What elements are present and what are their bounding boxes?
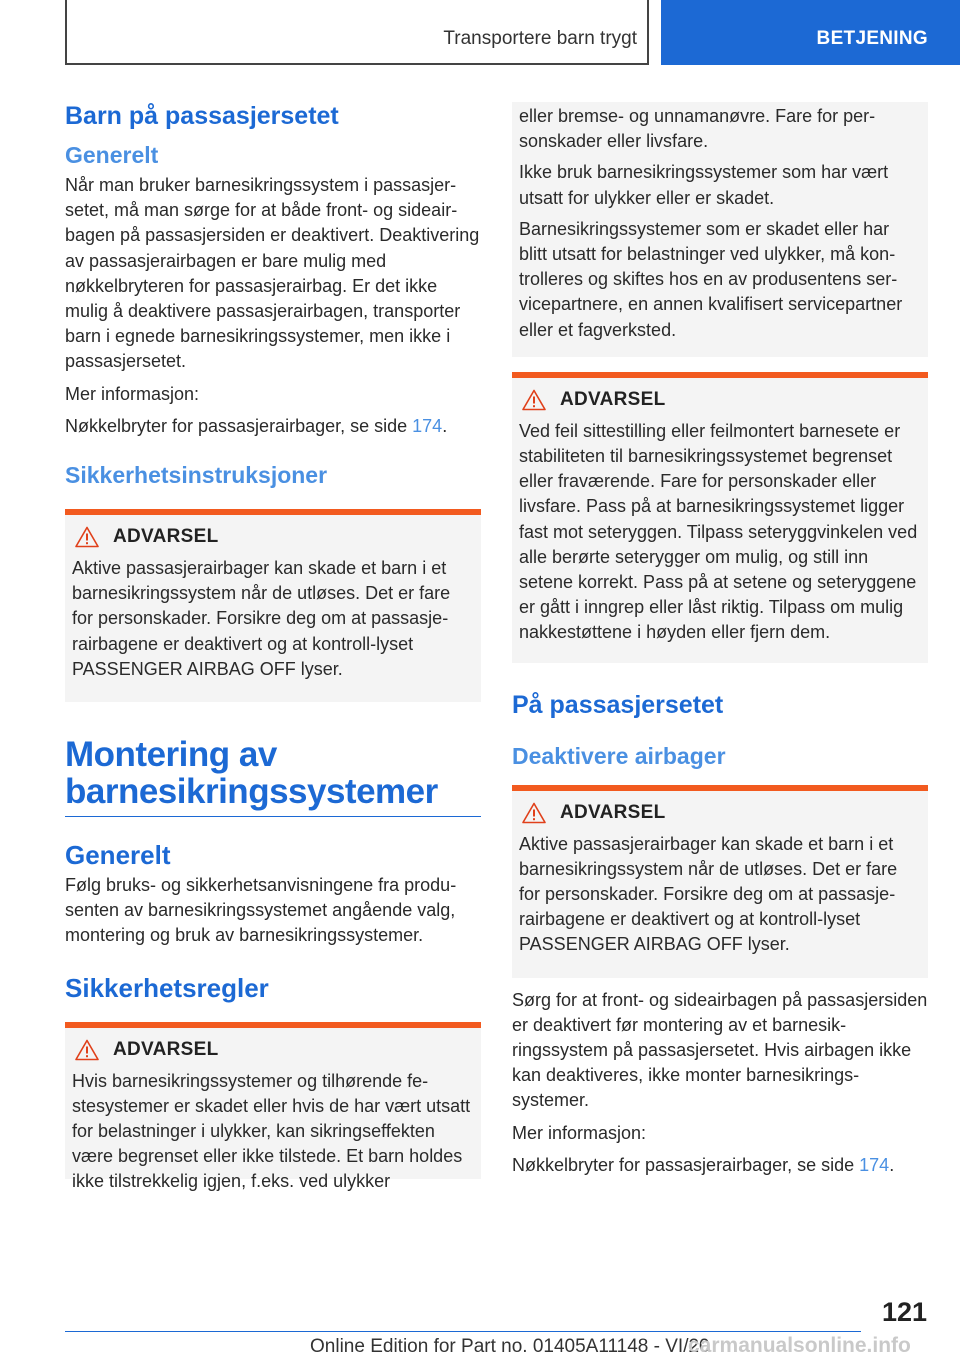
warning-header xyxy=(512,791,928,827)
warning-box xyxy=(512,785,928,978)
reference-text: Nøkkelbryter for passasjerairbager, se side xyxy=(512,1154,860,1175)
section-heading-child-on-passenger-seat: Barn på passasjersetet xyxy=(65,102,339,130)
reference-text: Nøkkelbryter for passasjerairbager, se side xyxy=(65,415,413,436)
warning-continued-p2: Ikke bruk barnesikringssystemer som har vært utsatt for ulykker eller er skadet. xyxy=(519,162,889,208)
reference-line xyxy=(65,414,481,439)
edition-text: Online Edition for Part no. 01405A11148 - VI/20 xyxy=(310,1336,710,1357)
warning-triangle-icon xyxy=(522,389,546,411)
subheading-deactivate-airbags: Deaktivere airbager xyxy=(512,742,726,769)
reference-period: . xyxy=(889,1154,895,1175)
warning-text: Aktive passasjerairbager kan skade et barn i et barnesikringssystem når de utløses. Det er fare for personskader. Forsikre deg om at passasjerairbagene er deaktivert og at kontroll-lyset PASSENGER AIRBAG OFF lyser. xyxy=(519,833,898,955)
chapter-tab[interactable] xyxy=(661,0,960,65)
warning-box xyxy=(65,1022,481,1192)
warning-box xyxy=(512,372,928,663)
footer-rule xyxy=(65,1331,861,1332)
warning-text: Ved feil sittestilling eller feilmontert barnesete er stabiliteten til barnesikringssystemet begrenset eller fraværende. Fare for personskader eller livsfare. Pass på at barnesikringssystemet ligger fast mot seteryggen. Tilpass seteryggvinkelen ved alle berørte seterygger om mulig, og still inn setene korrekt. Pass på at setene og seteryggene er gått i inngrep eller låst riktig. Tilpass om mulig nakkestøttene i høyden eller fjern dem. xyxy=(519,420,918,643)
warning-title: ADVARSEL xyxy=(560,388,666,410)
warning-header xyxy=(65,515,481,551)
more-info-label: Mer informasjon: xyxy=(512,1122,647,1143)
chapter-tab-label: BETJENING xyxy=(816,28,928,49)
general-2-paragraph: Følg bruks- og sikkerhetsanvisningene fra produsenten av barnesikringssystemet angående valg, montering og bruk av barnesikringssystemer. xyxy=(65,875,457,946)
warning-box-continued xyxy=(512,102,928,357)
header-border-bottom xyxy=(65,63,649,65)
warning-title: ADVARSEL xyxy=(113,526,219,548)
warning-continued-text xyxy=(512,102,928,351)
warning-box xyxy=(65,509,481,702)
warning-triangle-icon xyxy=(75,526,99,548)
more-info-label: Mer informasjon: xyxy=(65,383,200,404)
warning-triangle-icon xyxy=(522,802,546,824)
general-paragraph: Når man bruker barnesikringssystem i passasjersetet, må man sørge for at både front- og sideairbagen på passasjersiden er deaktivert. Deaktivering av passasjerairbagen er bare mulig med nøkkelbryteren for passasjerairbag. Er det ikke mulig å deaktivere passasjerairbagen, transporter barn i egnede barnesikringssystemer, men ikke i passasjersetet. xyxy=(65,175,480,372)
warning-text: Aktive passasjerairbager kan skade et barn i et barnesikringssystem når de utløses. Det er fare for personskader. Forsikre deg om at passasjerairbagene er deaktivert og at kontroll-lyset PASSENGER AIRBAG OFF lyser. xyxy=(72,558,451,679)
section-heading-on-passenger-seat: På passasjersetet xyxy=(512,690,724,719)
page-link[interactable]: 174 xyxy=(859,1154,890,1175)
header-border-right xyxy=(647,0,649,64)
watermark: carmanualsonline.info xyxy=(688,1334,911,1357)
page-number: 121 xyxy=(881,1297,927,1327)
subheading-safety-instructions: Sikkerhetsinstruksjoner xyxy=(65,462,328,489)
subheading-general: Generelt xyxy=(65,142,159,168)
chapter-heading-mounting: Montering av barnesikringssystemer xyxy=(65,735,438,812)
warning-title: ADVARSEL xyxy=(113,1038,219,1060)
section-title: Transportere barn trygt xyxy=(443,28,637,49)
heading-rule xyxy=(65,816,481,817)
warning-continued-p3: Barnesikringssystemer som er skadet eller har blitt utsatt for belastninger ved ulykker, må kontrolleres og skiftes hos en av produsentens servicepartnere, en annen kvalifisert servicepartner eller et fagverksted. xyxy=(519,218,903,340)
warning-text: Hvis barnesikringssystemer og tilhørende festesystemer er skadet eller hvis de har vært utsatt for belastninger i ulykker, kan sikringseffekten være begrenset eller ikke tilstede. Et barn holdes ikke tilstrekkelig igjen, f.eks. ved ulykker xyxy=(72,1070,471,1192)
warning-title: ADVARSEL xyxy=(560,801,666,823)
subheading-safety-rules: Sikkerhetsregler xyxy=(65,972,269,1003)
warning-continued-p1: eller bremse- og unnamanøvre. Fare for personskader eller livsfare. xyxy=(519,106,876,152)
page-link[interactable]: 174 xyxy=(412,415,443,436)
warning-triangle-icon xyxy=(75,1039,99,1061)
warning-header xyxy=(512,378,928,414)
deactivate-paragraph: Sørg for at front- og sideairbagen på passasjersiden er deaktivert før montering av et barnesikringssystem på passasjersetet. Hvis airbagen ikke kan deaktiveres, ikke monter barnesikringssystemer. xyxy=(512,989,928,1111)
reference-line xyxy=(512,1153,928,1178)
left-column xyxy=(65,100,481,1192)
subheading-general-2: Generelt xyxy=(65,840,171,871)
warning-header xyxy=(65,1028,481,1064)
reference-period: . xyxy=(442,415,448,436)
right-column xyxy=(512,102,928,1178)
